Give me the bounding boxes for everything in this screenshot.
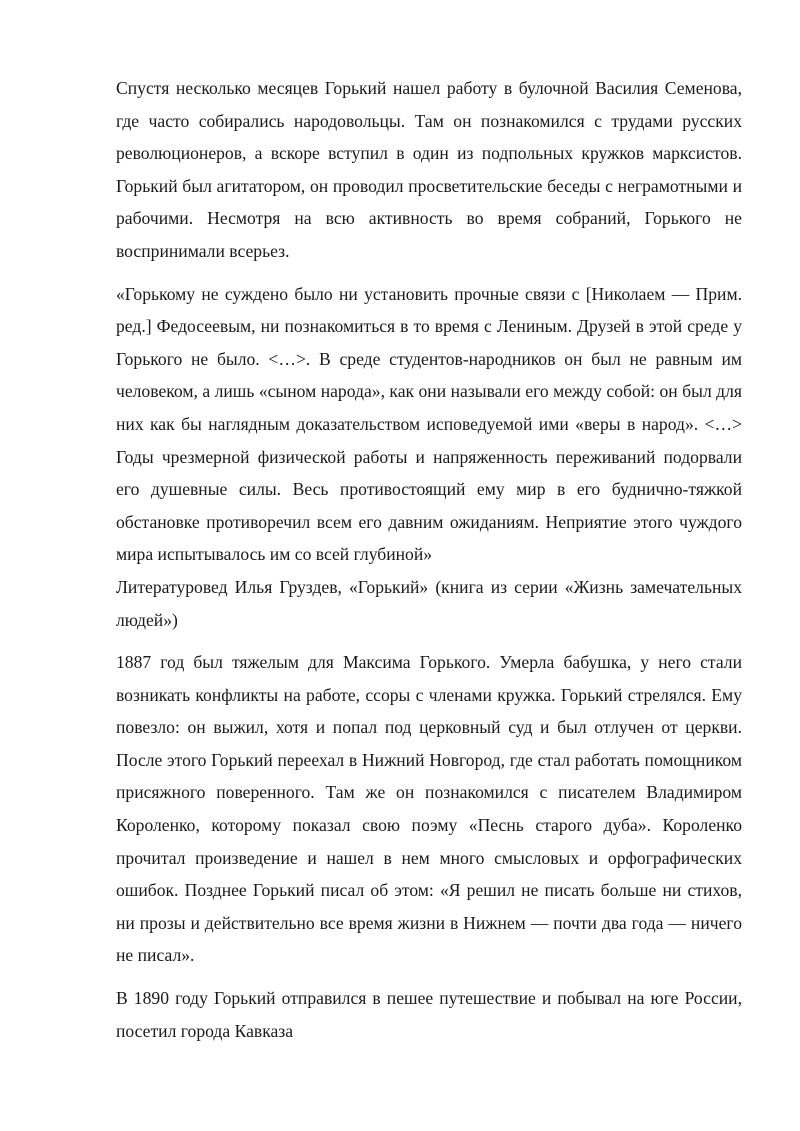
quote-paragraph: «Горькому не суждено было ни установить прочные связи с [Николаем — Прим. ред.] Федосеевым, ни познакомиться в то время с Лениным. Друзей в этой среде у Горького не было. <…>. В среде студентов-народников он был не равным им человеком, а лишь «сыном народа», как они называли его между собой: он был для них как бы наглядным доказательством исповедуемой ими «веры в народ». <…> Годы чрезмерной физической работы и напряженность переживаний подорвали его душевные силы. Весь противостоящий ему мир в его буднично-тяжкой обстановке противоречил всем его давним ожиданиям. Неприятие этого чуждого мира испытывалось им со всей глубиной» (116, 283, 742, 565)
quote-attribution: Литературовед Илья Груздев, «Горький» (книга из серии «Жизнь замечательных людей») (116, 576, 742, 630)
paragraph-bakery: Спустя несколько месяцев Горький нашел работу в булочной Василия Семенова, где часто собирались народовольцы. Там он познакомился с трудами русских революционеров, а вскоре вступил в один из подпольных кружков марксистов. Горький был агитатором, он проводил просветительские беседы с неграмотными и рабочими. Несмотря на всю активность во время собраний, Горького не воспринимали всерьез. (116, 78, 742, 261)
paragraph-1890: В 1890 году Горький отправился в пешее путешествие и побывал на юге России, посетил города Кавказа (116, 988, 742, 1041)
paragraph-1887: 1887 год был тяжелым для Максима Горького. Умерла бабушка, у него стали возникать конфликты на работе, ссоры с членами кружка. Горький стрелялся. Ему повезло: он выжил, хотя и попал под церковный суд и был отлучен от церкви. После этого Горький переехал в Нижний Новгород, где стал работать помощником присяжного поверенного. Там же он познакомился с писателем Владимиром Короленко, которому показал свою поэму «Песнь старого дуба». Короленко прочитал произведение и нашел в нем много смысловых и орфографических ошибок. Позднее Горький писал об этом: «Я решил не писать больше ни стихов, ни прозы и действительно все время жизни в Нижнем — почти два года — ничего не писал». (116, 652, 742, 966)
